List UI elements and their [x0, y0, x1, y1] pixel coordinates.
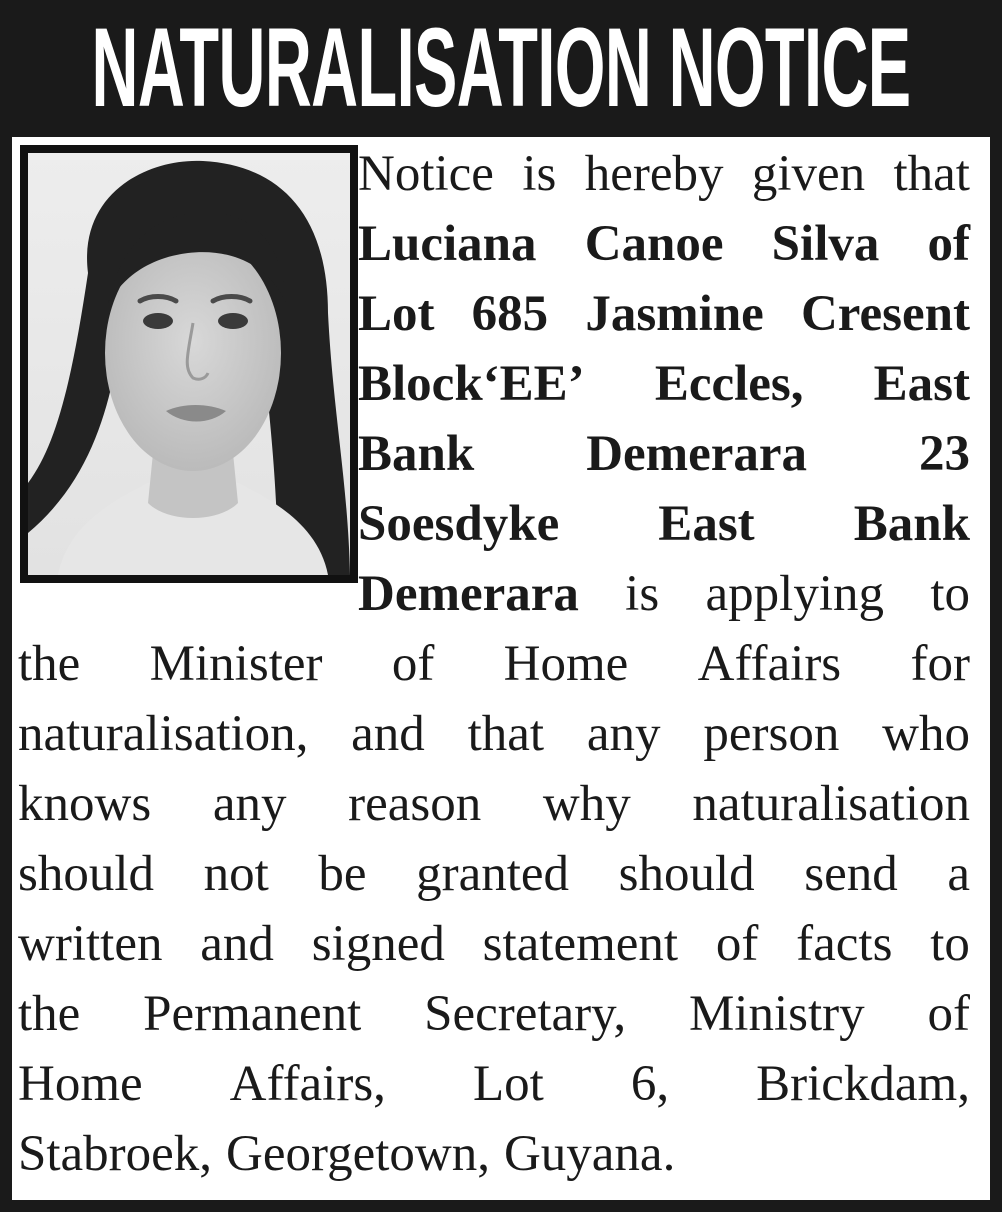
notice-word: that: [467, 706, 545, 762]
notice-word-bold: Jasmine: [585, 286, 764, 342]
notice-word-bold: Soesdyke: [358, 496, 560, 552]
notice-word: should: [618, 846, 755, 902]
notice-line: [18, 909, 970, 979]
notice-word: that: [893, 146, 970, 202]
notice-line: [18, 839, 970, 909]
notice-word-bold: Demerara: [358, 566, 579, 622]
portrait-illustration: [28, 153, 350, 575]
notice-word: is: [625, 566, 660, 622]
notice-word: Affairs,: [229, 1056, 386, 1112]
notice-word-bold: Canoe: [584, 216, 724, 272]
notice-line: [358, 419, 970, 489]
notice-word: naturalisation,: [18, 706, 309, 762]
applicant-photo: [28, 153, 350, 575]
notice-word-bold: of: [927, 216, 970, 272]
notice-word: statement: [482, 916, 679, 972]
notice-word: Secretary,: [424, 986, 627, 1042]
notice-word: given: [751, 146, 866, 202]
notice-word: any: [212, 776, 287, 832]
notice-line: [358, 209, 970, 279]
notice-word-bold: Lot: [358, 286, 435, 342]
notice-line: [18, 979, 970, 1049]
notice-word: Home: [18, 1056, 143, 1112]
notice-word: the: [18, 636, 81, 692]
notice-word: Minister: [149, 636, 323, 692]
notice-word-bold: Silva: [771, 216, 880, 272]
notice-word: who: [882, 706, 970, 762]
notice-line: [18, 1119, 970, 1189]
notice-word: person: [703, 706, 840, 762]
notice-word: of: [391, 636, 435, 692]
notice-word: knows: [18, 776, 152, 832]
notice-word-bold: Bank: [853, 496, 970, 552]
notice-word: 6,: [630, 1056, 670, 1112]
notice-word: Lot: [472, 1056, 544, 1112]
notice-word: be: [318, 846, 367, 902]
notice-line: [18, 769, 970, 839]
headline-title: NATURALISATION NOTICE: [91, 5, 911, 130]
notice-word: to: [930, 566, 970, 622]
notice-word: of: [715, 916, 759, 972]
notice-word: Stabroek,: [18, 1126, 213, 1182]
notice-word: granted: [416, 846, 570, 902]
notice-line: [358, 559, 970, 629]
notice-word: applying: [705, 566, 884, 622]
notice-word: reason: [348, 776, 482, 832]
notice-word: a: [947, 846, 970, 902]
notice-word: hereby: [584, 146, 724, 202]
notice-word: of: [927, 986, 970, 1042]
notice-word: Guyana.: [503, 1126, 676, 1182]
notice-word: is: [522, 146, 557, 202]
notice-word: why: [542, 776, 631, 832]
notice-line: [18, 629, 970, 699]
notice-word-bold: Luciana: [358, 216, 537, 272]
notice-word: Brickdam,: [756, 1056, 970, 1112]
notice-word: signed: [311, 916, 445, 972]
notice-word-bold: 685: [471, 286, 549, 342]
notice-word: Ministry: [688, 986, 865, 1042]
notice-word: to: [930, 916, 970, 972]
notice-word: Georgetown,: [226, 1126, 490, 1182]
notice-word: not: [203, 846, 269, 902]
notice-word-bold: Demerara: [586, 426, 808, 482]
notice-word-bold: Bank: [358, 426, 475, 482]
notice-word: Affairs: [697, 636, 842, 692]
notice-word-bold: Cresent: [800, 286, 970, 342]
notice-line: [358, 349, 970, 419]
notice-word: facts: [796, 916, 893, 972]
notice-word-bold: East: [658, 496, 755, 552]
notice-word-bold: East: [873, 356, 970, 412]
notice-word: any: [586, 706, 661, 762]
notice-word: send: [804, 846, 898, 902]
notice-word: should: [18, 846, 155, 902]
notice-word: and: [200, 916, 274, 972]
notice-line: [358, 139, 970, 209]
notice-line: [358, 489, 970, 559]
headline-banner: [0, 0, 1002, 136]
notice-word-bold: Block‘EE’: [358, 356, 585, 412]
notice-word-bold: Eccles,: [654, 356, 804, 412]
notice-word: and: [351, 706, 425, 762]
notice-word: naturalisation: [692, 776, 970, 832]
notice-line: [18, 1049, 970, 1119]
notice-line: [18, 699, 970, 769]
notice-word: written: [18, 916, 163, 972]
notice-word: the: [18, 986, 81, 1042]
notice-word-bold: 23: [918, 426, 970, 482]
notice-word: Notice: [358, 146, 494, 202]
notice-word: for: [910, 636, 970, 692]
notice-word: Home: [503, 636, 629, 692]
notice-word: Permanent: [143, 986, 362, 1042]
photo-frame: [20, 145, 358, 583]
notice-line: [358, 279, 970, 349]
